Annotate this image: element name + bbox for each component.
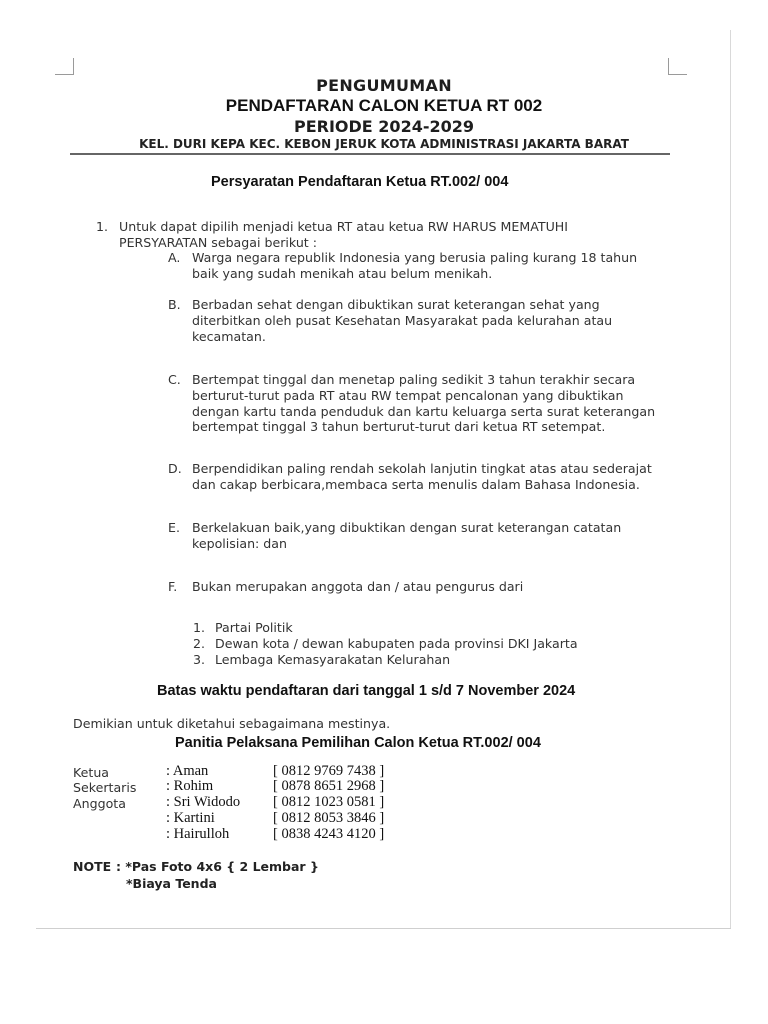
requirement-line: Berkelakuan baik,yang dibuktikan dengan surat keterangan catatan <box>192 520 622 535</box>
committee-role: Sekertaris <box>73 780 137 795</box>
requirement-line: diterbitkan oleh pusat Kesehatan Masyarakat pada kelurahan atau <box>192 313 613 328</box>
committee-phone: [ 0838 4243 4120 ] <box>273 826 385 842</box>
sublist-number: 2. <box>193 636 206 651</box>
note-line: *Biaya Tenda <box>126 876 217 891</box>
requirement-line: kepolisian: dan <box>192 536 287 551</box>
header-announcement: PENGUMUMAN <box>316 76 452 95</box>
requirement-line: Berbadan sehat dengan dibuktikan surat keterangan sehat yang <box>192 297 600 312</box>
requirement-line: dengan kartu tanda penduduk dan kartu keluarga serta surat keterangan <box>192 404 656 419</box>
committee-phone: [ 0812 9769 7438 ] <box>273 763 385 779</box>
requirement-letter: A. <box>168 250 181 265</box>
committee-phone: [ 0878 8651 2968 ] <box>273 778 385 794</box>
page-edge-bottom <box>36 928 731 929</box>
note-label: NOTE <box>73 859 112 874</box>
requirement-letter: E. <box>168 520 180 535</box>
requirement-line: Bertempat tinggal dan menetap paling sedikit 3 tahun terakhir secara <box>192 372 636 387</box>
requirement-line: dan cakap berbicara,membaca serta menulis dalam Bahasa Indonesia. <box>192 477 640 492</box>
header-location: KEL. DURI KEPA KEC. KEBON JERUK KOTA ADMINISTRASI JAKARTA BARAT <box>139 137 629 151</box>
requirement-line: bertempat tinggal 3 tahun berturut-turut dari ketua RT setempat. <box>192 419 606 434</box>
note-line: : *Pas Foto 4x6 { 2 Lembar } <box>116 859 319 874</box>
header-period: PERIODE 2024-2029 <box>293 117 474 136</box>
committee-role: Ketua <box>73 765 110 780</box>
committee-name: : Hairulloh <box>166 826 230 842</box>
item-text-line: PERSYARATAN sebagai berikut : <box>119 235 317 250</box>
requirement-line: berturut-turut pada RT atau RW tempat pencalonan yang dibuktikan <box>192 388 624 403</box>
committee-name: : Sri Widodo <box>166 794 241 810</box>
sublist-item: Dewan kota / dewan kabupaten pada provinsi DKI Jakarta <box>215 636 578 651</box>
requirement-letter: D. <box>168 461 182 476</box>
item-text-line: Untuk dapat dipilih menjadi ketua RT atau ketua RW HARUS MEMATUHI <box>119 219 568 234</box>
requirement-letter: C. <box>168 372 181 387</box>
requirement-line: Berpendidikan paling rendah sekolah lanjutin tingkat atas atau sederajat <box>192 461 652 476</box>
header-title: PENDAFTARAN CALON KETUA RT 002 <box>225 96 543 115</box>
crop-mark-top-right <box>668 58 687 75</box>
committee-title: Panitia Pelaksana Pemilihan Calon Ketua RT.002/ 004 <box>175 735 541 751</box>
requirement-line: Warga negara republik Indonesia yang berusia paling kurang 18 tahun <box>192 250 638 265</box>
requirement-line: baik yang sudah menikah atau belum menikah. <box>192 266 493 281</box>
sublist-number: 1. <box>193 620 206 635</box>
crop-mark-top-left <box>55 58 74 75</box>
item-number: 1. <box>96 219 109 234</box>
section-title: Persyaratan Pendaftaran Ketua RT.002/ 004 <box>211 174 509 190</box>
sublist-number: 3. <box>193 652 206 667</box>
committee-phone: [ 0812 1023 0581 ] <box>273 794 385 810</box>
header-divider <box>70 153 670 155</box>
committee-name: : Rohim <box>166 778 214 794</box>
closing-text: Demikian untuk diketahui sebagaimana mestinya. <box>73 716 391 731</box>
sublist-item: Lembaga Kemasyarakatan Kelurahan <box>215 652 451 667</box>
sublist-item: Partai Politik <box>215 620 293 635</box>
requirement-letter: B. <box>168 297 181 312</box>
committee-name: : Aman <box>166 763 209 779</box>
requirement-letter: F. <box>168 579 178 594</box>
deadline-text: Batas waktu pendaftaran dari tanggal 1 s/d 7 November 2024 <box>157 683 576 699</box>
committee-name: : Kartini <box>166 810 215 826</box>
page-edge-right <box>730 30 731 928</box>
committee-role: Anggota <box>73 796 126 811</box>
requirement-line: Bukan merupakan anggota dan / atau pengurus dari <box>192 579 524 594</box>
requirement-line: kecamatan. <box>192 329 266 344</box>
committee-phone: [ 0812 8053 3846 ] <box>273 810 385 826</box>
